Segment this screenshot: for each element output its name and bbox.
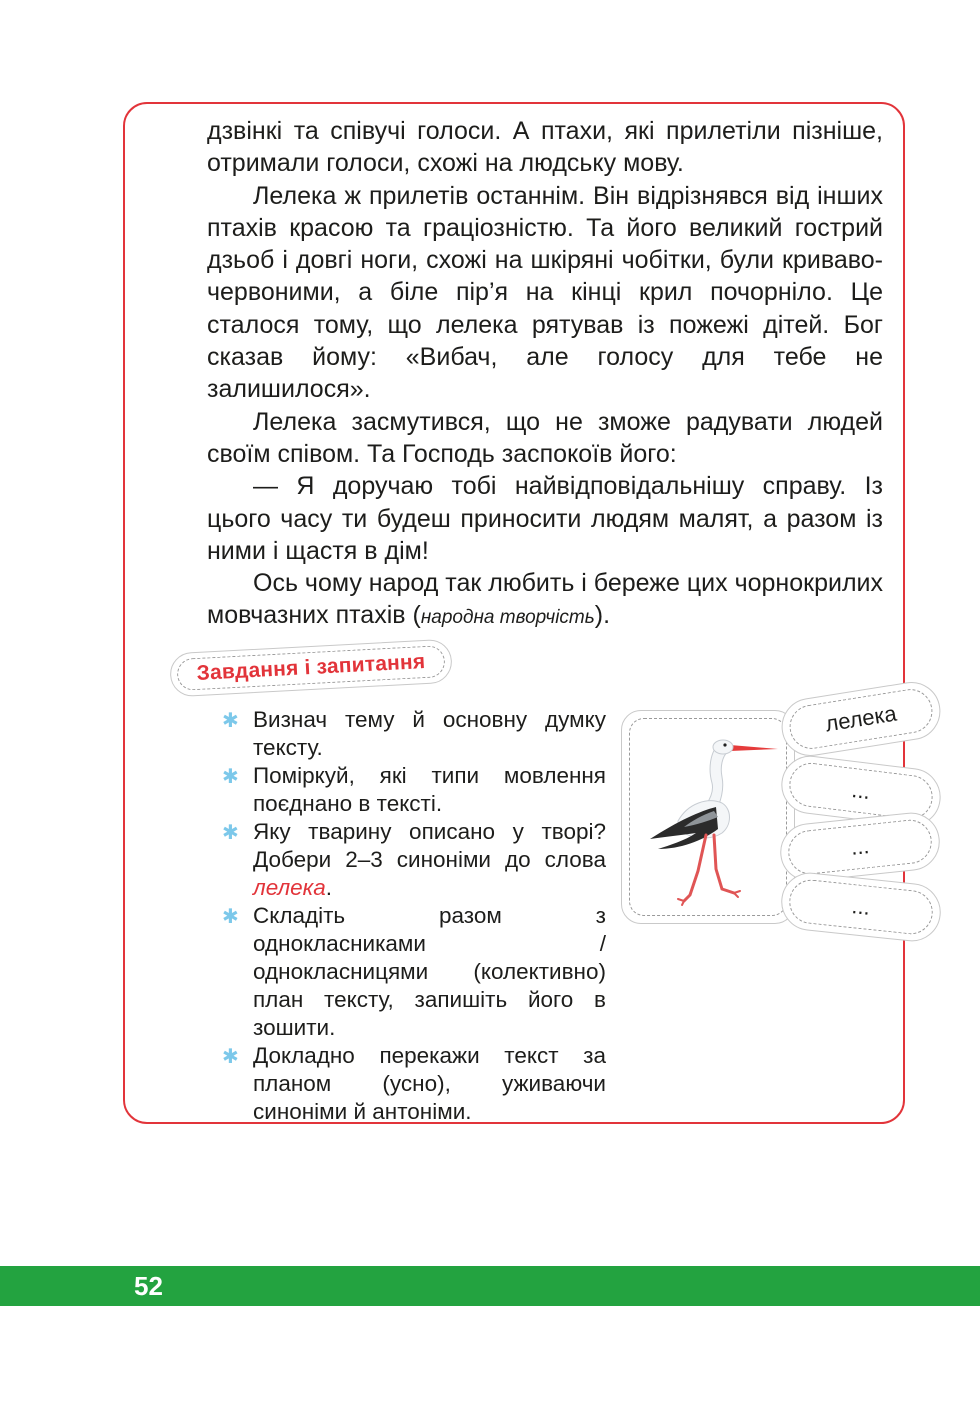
story-paragraph-4: — Я доручаю тобі найвідповідальнішу справу. Із цього часу ти будеш приносити людям малят, а разом із ними і щастя в дім! [207, 472, 883, 565]
stork-image-card [621, 710, 795, 924]
tasks-heading: Завдання і запитання [176, 645, 445, 691]
task-highlight-word: лелека [253, 875, 326, 900]
task-text: Поміркуй, які типи мовлення поєднано в тексті. [253, 763, 606, 816]
asterisk-icon: ✱ [222, 1046, 239, 1068]
note-open-paren: ( [405, 601, 421, 630]
task-item [222, 902, 606, 1042]
synonym-card-label: ... [787, 760, 935, 821]
note-close-paren: ). [594, 601, 611, 630]
story-paragraph-3: Лелека засмутився, що не зможе радувати людей своїм співом. Та Господь заспокоїв його: [207, 407, 883, 468]
tasks-list [222, 706, 606, 1126]
story-paragraph-1: дзвінкі та співучі голоси. А птахи, які прилетіли пізніше, отримали голоси, схожі на людську мову. [207, 117, 883, 178]
story-paragraph-5 [207, 567, 883, 635]
page-number: 52 [134, 1271, 163, 1301]
task-text-end: . [325, 875, 333, 900]
task-text: Яку тварину описано у творі? Добери 2–3 синоніми до слова [253, 819, 606, 872]
task-item [222, 762, 606, 818]
task-item [222, 818, 606, 902]
asterisk-icon: ✱ [222, 766, 239, 788]
asterisk-icon: ✱ [222, 906, 239, 928]
synonym-card-label: лелека [786, 686, 935, 752]
task-item [222, 706, 606, 762]
synonym-card-label: ... [787, 878, 935, 937]
asterisk-icon: ✱ [222, 710, 239, 732]
source-note: народна творчість [420, 607, 595, 629]
task-text: Складіть разом з однокласниками / однокласницями (колективно) план тексту, запишіть його в зошити. [253, 903, 606, 1040]
asterisk-icon: ✱ [222, 822, 239, 844]
story-paragraph-5-text: Ось чому народ так любить і береже цих чорнокрилих мовчазних птахів [207, 569, 883, 630]
story-text [207, 115, 883, 635]
task-item [222, 1042, 606, 1126]
stork-icon [622, 711, 796, 925]
task-text: Визнач тему й основну думку тексту. [253, 707, 606, 760]
synonym-card-label: ... [786, 818, 934, 877]
story-paragraph-2: Лелека ж прилетів останнім. Він відрізнявся від інших птахів красою та граціозністю. Та його великий гострий дзьоб і довгі ноги, схожі на шкіряні чобітки, були криваво-червоними, а біле пір’я на кінці крил почорніло. Це сталося тому, що лелека рятував із пожежі дітей. Бог сказав йому: «Вибач, але голосу для тебе не залишилося». [207, 181, 883, 404]
task-text: Докладно перекажи текст за планом (усно), уживаючи синоніми й антоніми. [253, 1043, 606, 1124]
